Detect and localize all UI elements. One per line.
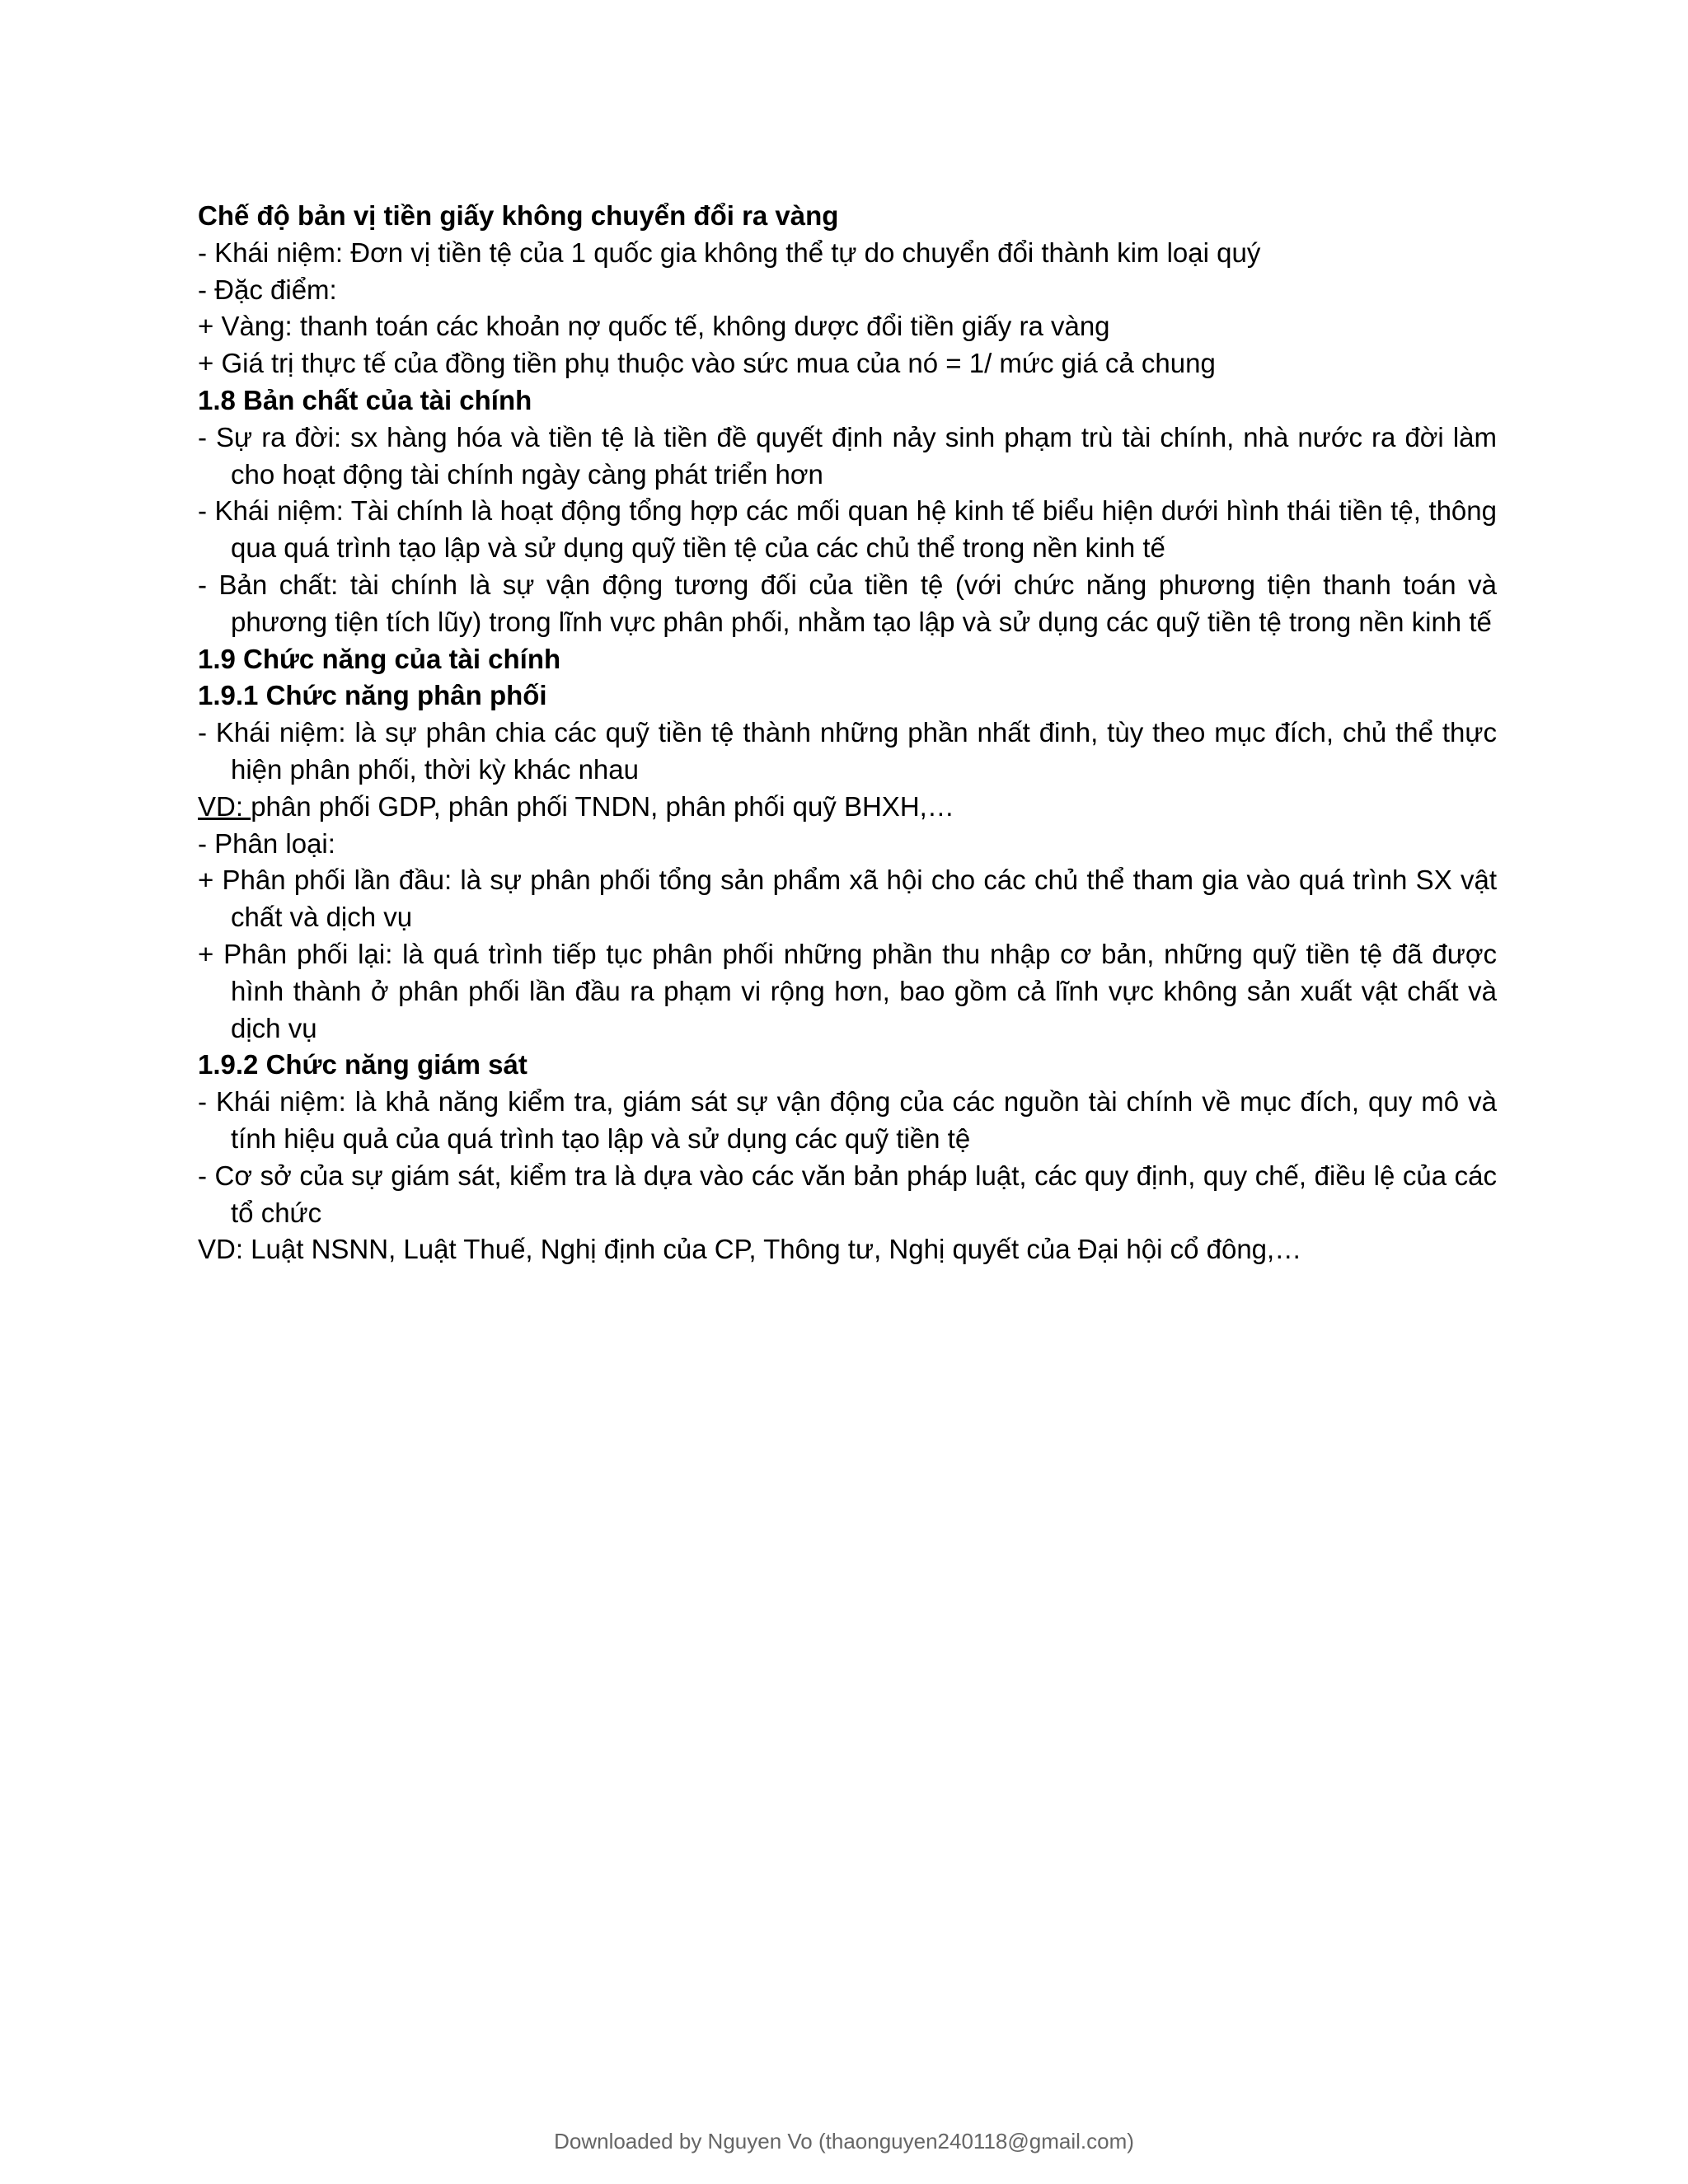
paragraph: - Đặc điểm:	[198, 274, 337, 305]
paragraph: - Khái niệm: Tài chính là hoạt động tổng hợp các mối quan hệ kinh tế biểu hiện dưới hình thái tiền tệ, thông qua quá trình tạo lập và sử dụng quỹ tiền tệ của các chủ thể trong nền kinh tế	[198, 495, 1497, 564]
example-line	[198, 789, 1497, 826]
paragraph: - Sự ra đời: sx hàng hóa và tiền tệ là tiền đề quyết định nảy sinh phạm trù tài chính, nhà nước ra đời làm cho hoạt động tài chính ngày càng phát triển hơn	[198, 421, 1497, 490]
paragraph: - Khái niệm: là sự phân chia các quỹ tiền tệ thành những phần nhất đinh, tùy theo mục đích, chủ thể thực hiện phân phối, thời kỳ khác nhau	[198, 717, 1497, 785]
subsection-heading: 1.9.1 Chức năng phân phối	[198, 680, 547, 711]
section-heading: Chế độ bản vị tiền giấy không chuyển đổi ra vàng	[198, 200, 839, 231]
paragraph: VD: Luật NSNN, Luật Thuế, Nghị định của CP, Thông tư, Nghị quyết của Đại hội cổ đông,…	[198, 1234, 1302, 1265]
paragraph: - Khái niệm: là khả năng kiểm tra, giám sát sự vận động của các nguồn tài chính về mục đích, quy mô và tính hiệu quả của quá trình tạo lập và sử dụng các quỹ tiền tệ	[198, 1086, 1497, 1154]
subsection-heading: 1.9.2 Chức năng giám sát	[198, 1049, 528, 1080]
paragraph: + Phân phối lại: là quá trình tiếp tục phân phối những phần thu nhập cơ bản, những quỹ tiền tệ đã được hình thành ở phân phối lần đầu ra phạm vi rộng hơn, bao gồm cả lĩnh vực không sản xuất vật chất và dịch vụ	[198, 938, 1497, 1043]
section-heading: 1.9 Chức năng của tài chính	[198, 643, 561, 674]
paragraph: - Bản chất: tài chính là sự vận động tương đối của tiền tệ (với chức năng phương tiện thanh toán và phương tiện tích lũy) trong lĩnh vực phân phối, nhằm tạo lập và sử dụng các quỹ tiền tệ trong nền kinh tế	[198, 569, 1497, 637]
download-footer: Downloaded by Nguyen Vo (thaonguyen240118@gmail.com)	[554, 2129, 1134, 2154]
paragraph: - Cơ sở của sự giám sát, kiểm tra là dựa vào các văn bản pháp luật, các quy định, quy chế, điều lệ của các tổ chức	[198, 1160, 1497, 1228]
paragraph: - Phân loại:	[198, 827, 335, 859]
document-body	[198, 198, 1497, 1268]
paragraph: + Vàng: thanh toán các khoản nợ quốc tế, không dược đổi tiền giấy ra vàng	[198, 311, 1110, 342]
paragraph: + Phân phối lần đầu: là sự phân phối tổng sản phẩm xã hội cho các chủ thể tham gia vào quá trình SX vật chất và dịch vụ	[198, 865, 1497, 933]
section-heading: 1.8 Bản chất của tài chính	[198, 384, 532, 415]
paragraph: - Khái niệm: Đơn vị tiền tệ của 1 quốc gia không thể tự do chuyển đổi thành kim loại quý	[198, 237, 1261, 268]
example-label: VD:	[198, 790, 251, 822]
example-text: phân phối GDP, phân phối TNDN, phân phối quỹ BHXH,…	[251, 790, 954, 822]
paragraph: + Giá trị thực tế của đồng tiền phụ thuộc vào sức mua của nó = 1/ mức giá cả chung	[198, 348, 1216, 379]
